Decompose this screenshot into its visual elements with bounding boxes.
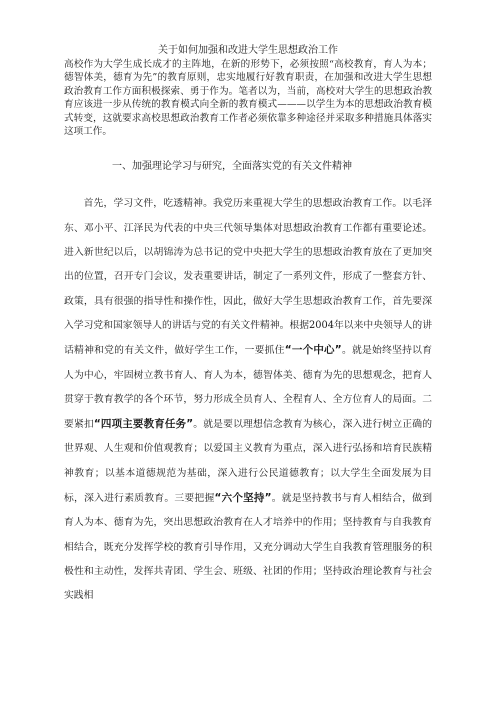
emphasis-four-tasks: “四项主要教育任务” <box>93 418 194 431</box>
document-title: 关于如何加强和改进大学生思想政治工作 <box>158 45 338 56</box>
paragraph-text-1: 首先，学习文件，吃透精神。我党历来重视大学生的思想政治教育工作。以毛泽东、邓小平、江泽民为代表的中央三代领导集体对思想政治教育工作都有重要论述。进入新世纪以后，以胡锦涛为总书记的党中央把大学生的思想政治教育放在了更加突出的位置，召开专门会议，发表重要讲话，制定了一系列文件，形成了一整套方针、政策，具有很强的指导性和操作性，因此，做好大学生思想政治教育工作，首先要深入学习党和国家领导人的讲话与党的有关文件精神。根据2004年以来中央领导人的讲话精神和党的有关文件，做好学生工作，一要抓住 <box>64 198 432 357</box>
section-heading: 一、加强理论学习与研究，全面落实党的有关文件精神 <box>112 161 352 173</box>
intro-paragraph: 高校作为大学生成长成才的主阵地，在新的形势下，必须按照“高校教育，育人为本；德智体美，德育为先”的教育原则，忠实地履行好教育职责，在加强和改进大学生思想政治教育工作方面积极探索、勇于作为。笔者以为，当前，高校对大学生的思想政治教育应该进一步从传统的教育模式向全新的教育模式———以学生为本的思想政治教育模式转变，这就要求高校思想政治教育工作者必须依靠多种途径并采取多种措施具体落实这项工作。 <box>64 59 432 138</box>
emphasis-six-adherences: “六个坚持” <box>214 492 272 504</box>
emphasis-one-center: “一个中心” <box>284 344 342 357</box>
paragraph-text-2: 。就是始终坚持以育人为中心，牢固树立教书育人、育人为本，德智体美、德育为先的思想观念，把育人贯穿于教育教学的各个环节，努力形成全员育人、全程育人、全方位育人的局面。二要紧扣 <box>64 345 432 431</box>
body-paragraph <box>64 192 432 608</box>
paragraph-text-4: 。就是坚持教书与育人相结合，做到育人为本、德育为先，突出思想政治教育在人才培养中的作用；坚持教育与自我教育相结合，既充分发挥学校的教育引导作用，又充分调动大学生自我教育管理服务的积极性和主动性，发挥共青团、学生会、班级、社团的作用；坚持政治理论教育与社会实践相 <box>64 493 433 602</box>
paragraph-text-3: 。就是要以理想信念教育为核心，深入进行树立正确的世界观、人生观和价值观教育；以爱国主义教育为重点，深入进行弘扬和培育民族精神教育；以基本道德规范为基础，深入进行公民道德教育；以大学生全面发展为目标，深入进行素质教育。三要把握 <box>64 419 433 504</box>
